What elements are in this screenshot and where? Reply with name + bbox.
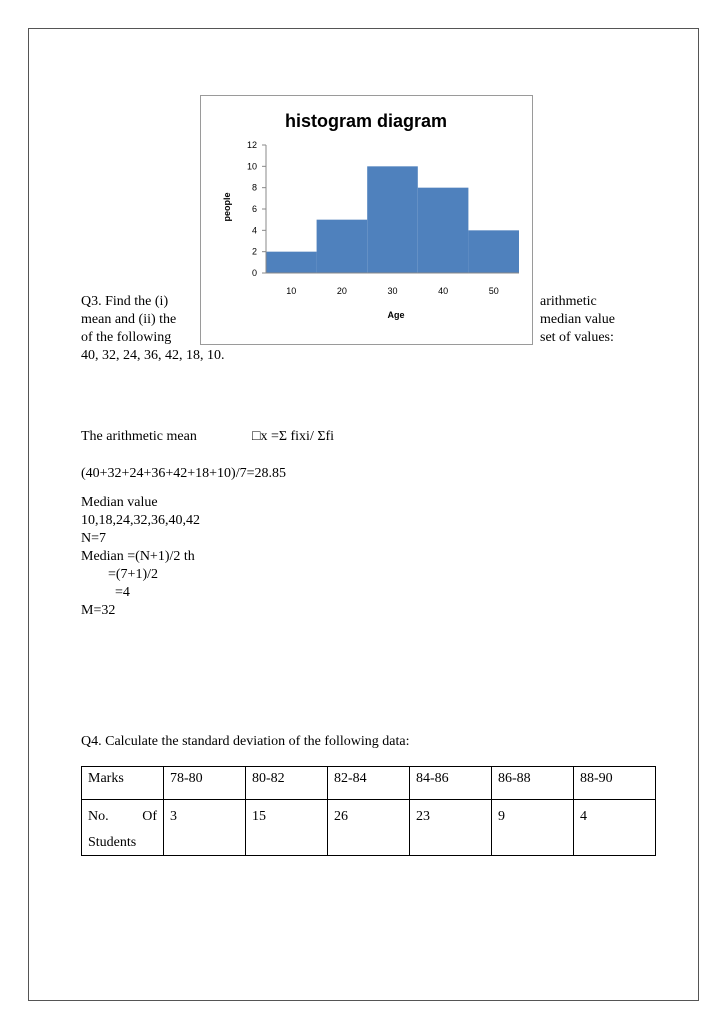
q3-line3-left: of the following — [81, 330, 172, 345]
x-tick-label: 20 — [336, 286, 347, 296]
mean-calculation: (40+32+24+36+42+18+10)/7=28.85 — [81, 466, 286, 481]
y-tick-label: 6 — [251, 204, 257, 214]
marks-range-cell: 86-88 — [492, 767, 574, 800]
x-axis-label: Age — [387, 310, 405, 320]
y-tick-label: 4 — [251, 225, 257, 236]
y-tick-label: 8 — [251, 182, 257, 193]
histogram-bar — [367, 166, 418, 273]
mean-formula: □x =Σ fixi/ Σfi — [252, 429, 335, 444]
students-header-part: Students — [88, 835, 137, 850]
q3-line1-left: Q3. Find the (i) — [81, 294, 169, 309]
sd-data-table — [81, 766, 656, 856]
student-count-cell: 23 — [410, 800, 492, 856]
y-tick-label: 2 — [251, 246, 257, 257]
q4-question: Q4. Calculate the standard deviation of the following data: — [81, 734, 410, 749]
table-row — [82, 800, 656, 856]
q3-line3-right: set of values: — [540, 330, 614, 345]
x-tick-label: 40 — [438, 286, 449, 296]
histogram-bar — [468, 230, 519, 273]
median-title: Median value — [81, 495, 158, 510]
y-tick-label: 0 — [251, 268, 257, 278]
q3-line2-right: median value — [540, 312, 616, 327]
x-tick-label: 10 — [286, 286, 297, 296]
y-tick-label: 10 — [246, 161, 257, 172]
median-step1: Median =(N+1)/2 th — [81, 549, 195, 564]
y-tick-label: 12 — [246, 140, 257, 150]
students-header-part: No. — [88, 809, 109, 824]
median-result: M=32 — [81, 603, 116, 618]
median-step3: =4 — [115, 585, 130, 600]
student-count-cell: 3 — [164, 800, 246, 856]
students-header-cell — [82, 800, 164, 856]
table-row — [82, 767, 656, 800]
marks-range-cell: 84-86 — [410, 767, 492, 800]
median-sorted-values: 10,18,24,32,36,40,42 — [81, 513, 200, 528]
median-step2: =(7+1)/2 — [108, 567, 159, 582]
mean-label: The arithmetic mean — [81, 429, 197, 444]
x-tick-label: 50 — [488, 286, 499, 296]
marks-range-cell: 78-80 — [164, 767, 246, 800]
marks-range-cell: 82-84 — [328, 767, 410, 800]
chart-title: histogram diagram — [284, 111, 448, 131]
student-count-cell: 4 — [574, 800, 656, 856]
student-count-cell: 9 — [492, 800, 574, 856]
student-count-cell: 15 — [246, 800, 328, 856]
histogram-bar — [317, 220, 368, 273]
student-count-cell: 26 — [328, 800, 410, 856]
y-axis-label: people — [222, 192, 232, 222]
marks-range-cell: 80-82 — [246, 767, 328, 800]
histogram-bar — [266, 252, 317, 273]
q3-line2-left: mean and (ii) the — [81, 312, 177, 327]
q3-values: 40, 32, 24, 36, 42, 18, 10. — [81, 348, 225, 363]
histogram-bar — [418, 188, 469, 273]
students-header-part: Of — [142, 809, 157, 824]
x-tick-label: 30 — [387, 286, 398, 296]
marks-range-cell: 88-90 — [574, 767, 656, 800]
marks-header-cell: Marks — [82, 767, 164, 800]
median-n: N=7 — [81, 531, 107, 546]
q3-line1-right: arithmetic — [540, 294, 597, 309]
histogram-chart — [200, 95, 533, 345]
